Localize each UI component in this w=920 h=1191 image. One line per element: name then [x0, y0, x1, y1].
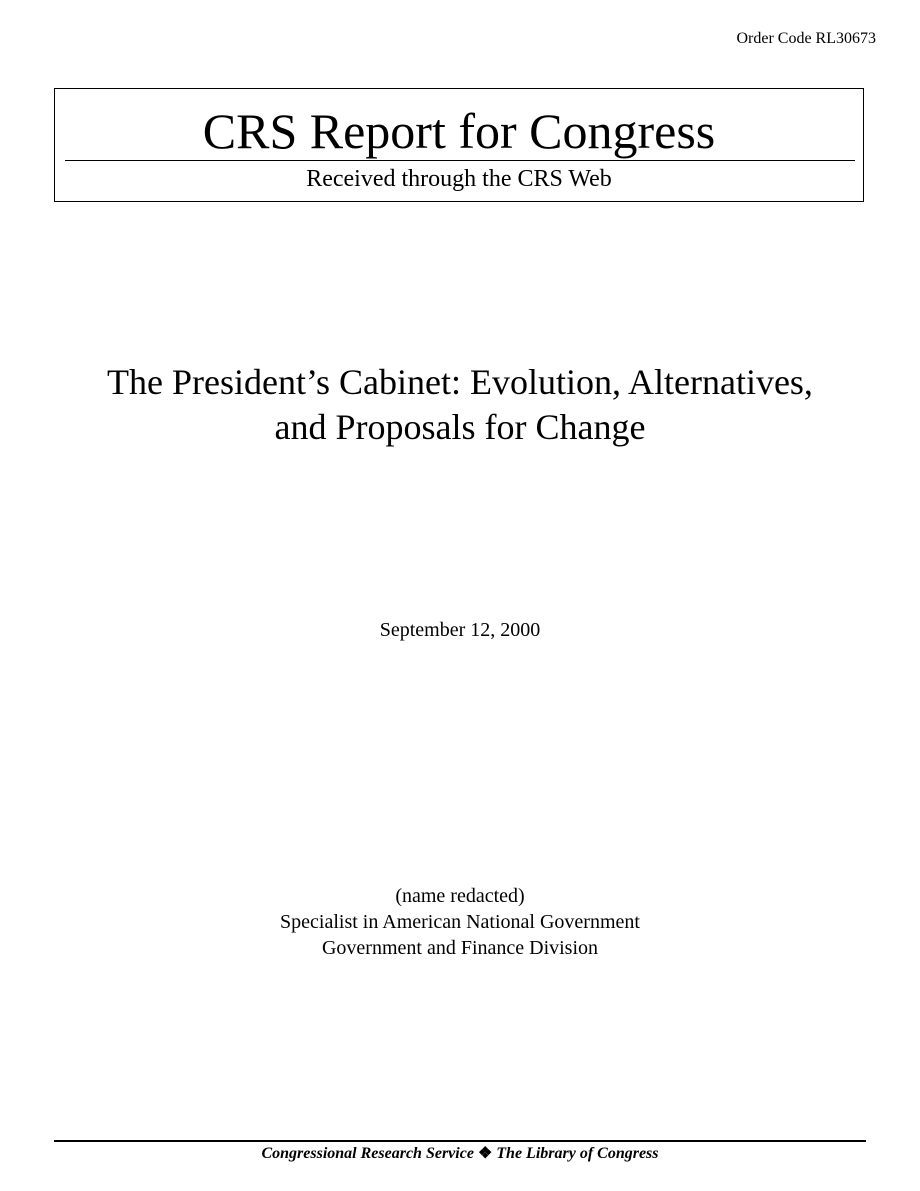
footer-rule [54, 1140, 866, 1142]
author-division: Government and Finance Division [321, 937, 599, 959]
author-name: (name redacted) [395, 885, 525, 907]
report-title [40, 360, 880, 450]
author-block [0, 883, 920, 961]
footer [0, 1143, 920, 1165]
report-date: September 12, 2000 [379, 619, 541, 641]
footer-library: The Library of Congress [496, 1145, 659, 1162]
header-rule [65, 160, 855, 161]
order-code: Order Code RL30673 [736, 30, 876, 47]
footer-organization: Congressional Research Service [261, 1145, 474, 1162]
report-series-subtitle: Received through the CRS Web [306, 166, 612, 192]
diamond-separator-icon: ❖ [477, 1145, 493, 1162]
report-title-line: The President’s Cabinet: Evolution, Alternatives, [107, 362, 813, 402]
author-position: Specialist in American National Government [280, 911, 640, 933]
report-header-box [54, 88, 864, 202]
report-title-line: and Proposals for Change [274, 407, 646, 447]
report-series-title: CRS Report for Congress [202, 103, 716, 159]
